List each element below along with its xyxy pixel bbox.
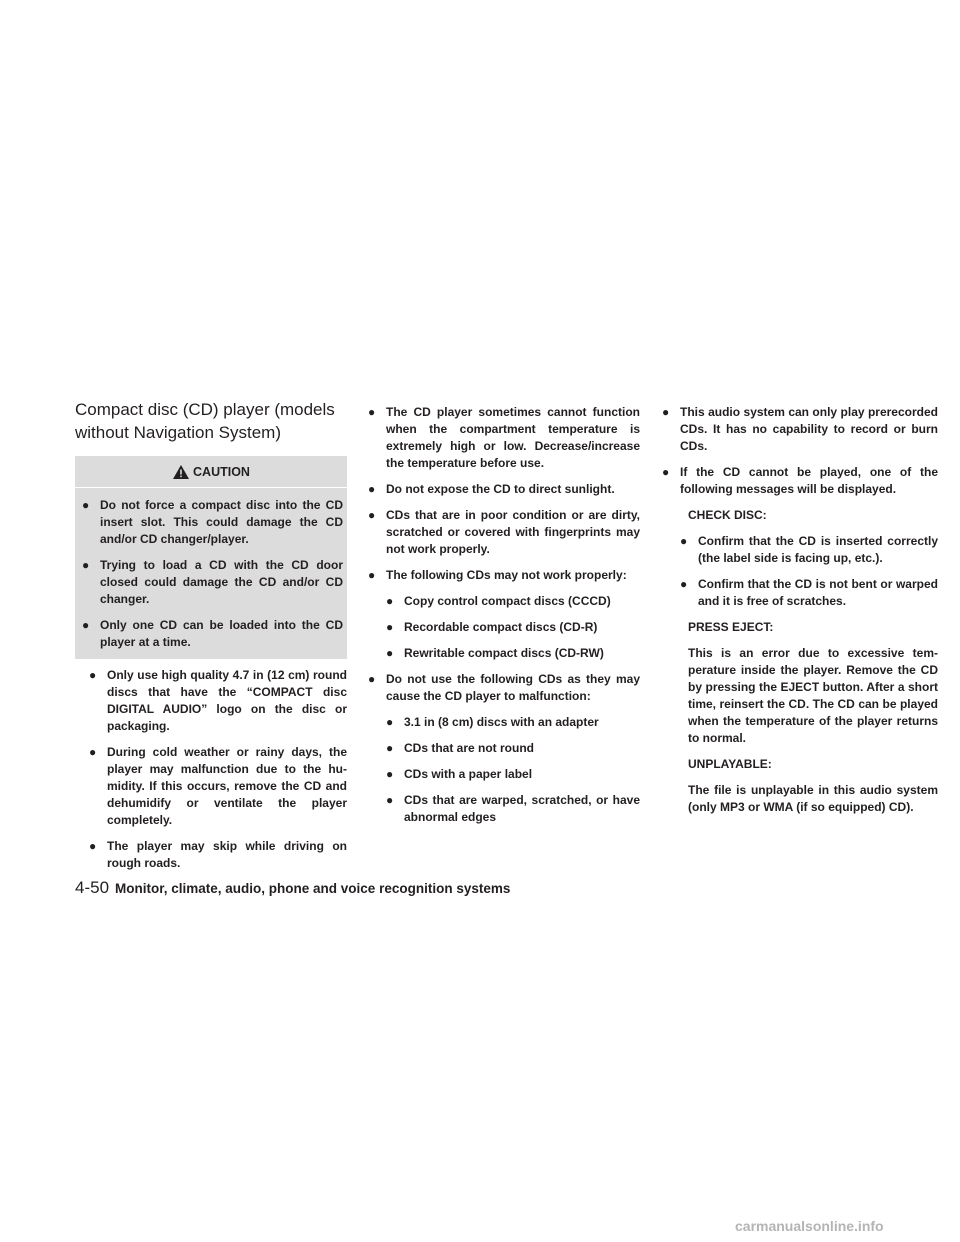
section-title: Compact disc (CD) player (models without Navigation System): [75, 400, 335, 442]
bullet-icon: ●: [89, 745, 97, 759]
column-2: [368, 404, 640, 835]
caution-header: [75, 456, 347, 488]
col1-list: [75, 667, 347, 872]
sub-list-item: ● 3.1 in (8 cm) discs with an adapter: [386, 715, 599, 729]
press-eject-label: PRESS EJECT:: [688, 620, 774, 634]
caution-item: ● Trying to load a CD with the CD door closed could damage the CD and/or CD changer.: [82, 558, 343, 606]
bullet-icon: ●: [82, 618, 90, 632]
list-item: ● Only use high quality 4.7 in (12 cm) round discs that have the “COMPACT disc DIGITAL AUDIO” logo on the disc or packaging.: [89, 668, 347, 733]
list-item: ● Do not use the following CDs as they may cause the CD player to malfunction:: [368, 672, 640, 703]
bullet-icon: ●: [662, 465, 670, 479]
caution-item: ● Do not force a compact disc into the CD insert slot. This could damage the CD and/or CD changer/player.: [82, 498, 343, 546]
list-item: ● During cold weather or rainy days, the player may malfunction due to the humidity. If this occurs, remove the CD and dehumidify or ventilate the player completely.: [89, 745, 347, 827]
bullet-icon: ●: [386, 646, 394, 660]
caution-item: ● Only one CD can be loaded into the CD player at a time.: [82, 618, 343, 649]
bullet-icon: ●: [386, 767, 394, 781]
sub-list-item: ● CDs with a paper label: [386, 767, 533, 781]
bullet-icon: ●: [386, 715, 394, 729]
unplayable-text: The file is unplayable in this audio system (only MP3 or WMA (if so equipped) CD).: [688, 783, 938, 814]
page-footer: [75, 878, 510, 898]
list-item: ● The following CDs may not work properly:: [368, 568, 627, 582]
bullet-icon: ●: [89, 839, 97, 853]
unplayable-label: UNPLAYABLE:: [688, 757, 772, 771]
list-item: ● The player may skip while driving on rough roads.: [89, 839, 347, 870]
bullet-icon: ●: [680, 577, 688, 591]
press-eject-text: This is an error due to excessive temperature inside the player. Remove the CD by pressing the EJECT button. After a short time, reinsert the CD. The CD can be played when the temperature of the player returns to normal.: [688, 646, 938, 745]
bullet-icon: ●: [82, 558, 90, 572]
sub-list-item: ● Confirm that the CD is not bent or warped and it is free of scratches.: [680, 577, 938, 608]
caution-label: CAUTION: [193, 465, 250, 479]
check-disc-label: CHECK DISC:: [688, 508, 767, 522]
sub-list-item: ● CDs that are warped, scratched, or have abnormal edges: [386, 793, 640, 824]
list-item: ● The CD player sometimes cannot function when the compartment temperature is extremely high or low. Decrease/increase the temperature before use.: [368, 405, 640, 470]
sub-list-item: ● Recordable compact discs (CD-R): [386, 620, 598, 634]
list-item: ● If the CD cannot be played, one of the following messages will be displayed.: [662, 465, 938, 496]
bullet-icon: ●: [386, 793, 394, 807]
sub-list-item: ● Copy control compact discs (CCCD): [386, 594, 611, 608]
chapter-title: Monitor, climate, audio, phone and voice recognition systems: [115, 881, 511, 896]
bullet-icon: ●: [89, 668, 97, 682]
warning-icon: [172, 464, 190, 480]
bullet-icon: ●: [368, 568, 376, 582]
bullet-icon: ●: [368, 672, 376, 686]
bullet-icon: ●: [386, 741, 394, 755]
column-3: [662, 404, 938, 825]
list-item: ● Do not expose the CD to direct sunlight.: [368, 482, 615, 496]
bullet-icon: ●: [386, 594, 394, 608]
list-item: ● CDs that are in poor condition or are dirty, scratched or covered with fingerprints may not work properly.: [368, 508, 640, 556]
sub-list-item: ● CDs that are not round: [386, 741, 535, 755]
bullet-icon: ●: [386, 620, 394, 634]
caution-box: [75, 456, 347, 659]
watermark: carmanualsonline.info: [735, 1218, 884, 1234]
column-1: [75, 398, 347, 881]
sub-list-item: ● Confirm that the CD is inserted correctly (the label side is facing up, etc.).: [680, 534, 938, 565]
list-item: ● This audio system can only play prerecorded CDs. It has no capability to record or burn CDs.: [662, 405, 938, 453]
bullet-icon: ●: [368, 482, 376, 496]
page-number: 4-50: [75, 878, 110, 897]
sub-list-item: ● Rewritable compact discs (CD-RW): [386, 646, 604, 660]
bullet-icon: ●: [82, 498, 90, 512]
bullet-icon: ●: [368, 508, 376, 522]
bullet-icon: ●: [680, 534, 688, 548]
bullet-icon: ●: [368, 405, 376, 419]
bullet-icon: ●: [662, 405, 670, 419]
